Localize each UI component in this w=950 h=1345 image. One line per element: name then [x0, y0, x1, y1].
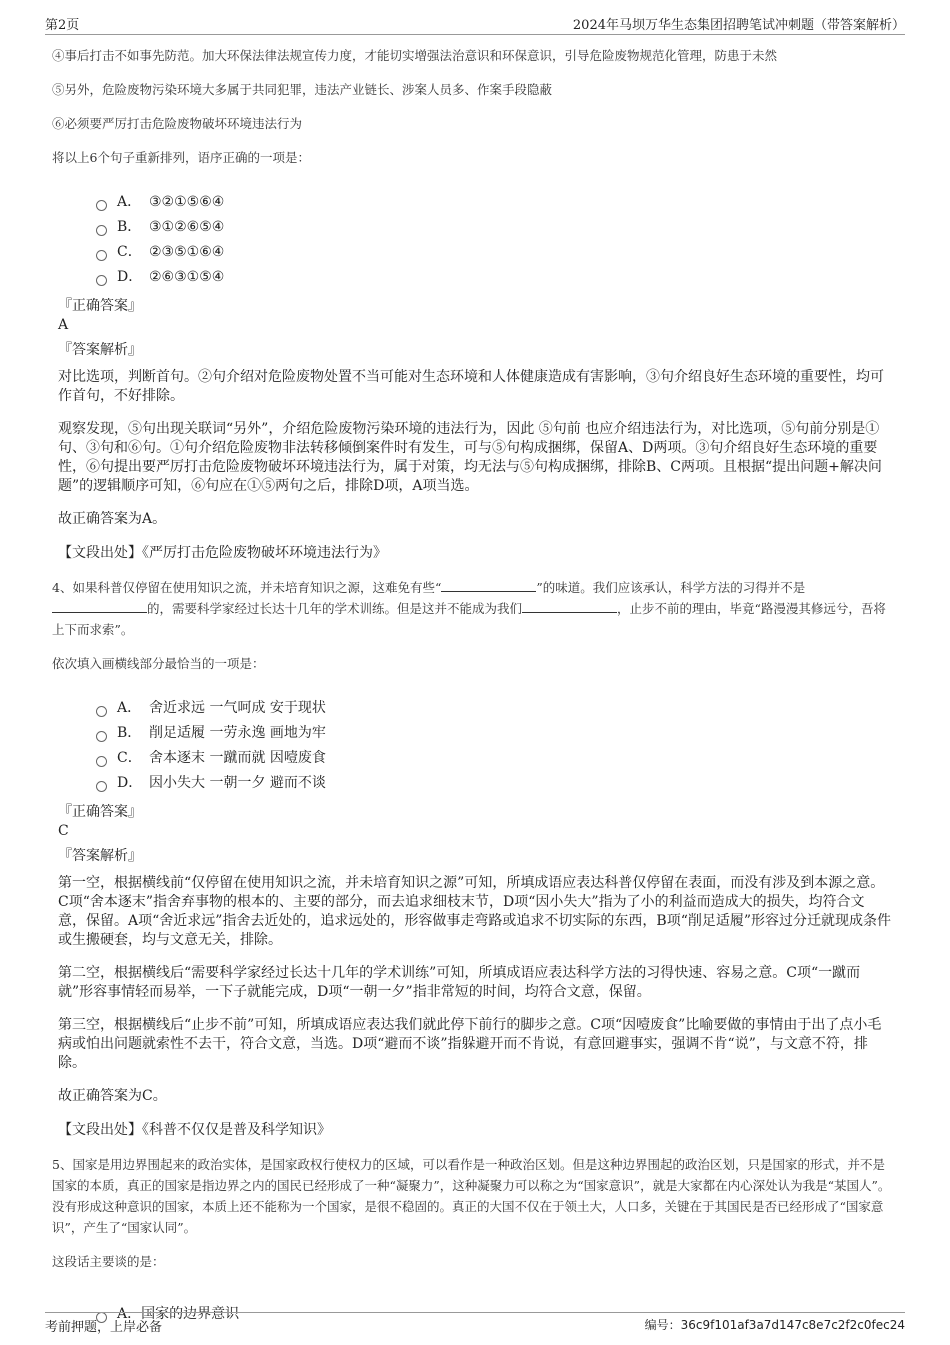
question-prompt: 这段话主要谈的是： — [52, 1254, 165, 1269]
answer-tag: 『正确答案』 — [58, 804, 142, 820]
radio-icon[interactable] — [96, 275, 107, 286]
analysis-paragraph: 对比选项，判断首句。②句介绍对危险废物处置不当可能对生态环境和人体健康造成有害影响，③句介绍良好生态环境的重要性，均可作首句，不好排除。 — [58, 369, 884, 404]
q5-option-a[interactable]: A． 国家的边界意识 — [96, 1302, 892, 1327]
q3-option-c[interactable]: C． ②③⑤①⑥④ — [96, 240, 892, 265]
q4-option-b[interactable]: B． 削足适履 一劳永逸 画地为牢 — [96, 721, 892, 746]
analysis-conclusion: 故正确答案为A。 — [58, 511, 167, 527]
q4-option-d[interactable]: D． 因小失大 一朝一夕 避而不谈 — [96, 771, 892, 796]
sentence-6: ⑥必须要严厉打击危险废物破坏环境违法行为 — [52, 116, 303, 131]
page-content — [52, 46, 892, 1327]
analysis-paragraph: 第二空，根据横线后“需要科学家经过长达十几年的学术训练”可知，所填成语应表达科学方法的习得快速、容易之意。C项“一蹴而就”形容事情轻而易举，一下子就能完成，D项“一朝一夕”指非常短的时间，均符合文意，保留。 — [58, 965, 861, 1000]
question-prompt: 将以上6个句子重新排列，语序正确的一项是： — [52, 150, 310, 165]
document-title: 2024年马坝万华生态集团招聘笔试冲刺题（带答案解析） — [572, 18, 905, 33]
analysis-paragraph: 第三空，根据横线后“止步不前”可知，所填成语应表达我们就此停下前行的脚步之意。C项“因噎废食”比喻要做的事情由于出了点小毛病或怕出问题就索性不去干，符合文意，当选。D项“避而不谈”指躲避开而不肯说，有意回避事实，强调不肯“说”，与文意不符，排除。 — [58, 1017, 882, 1071]
question-prompt: 依次填入画横线部分最恰当的一项是： — [52, 656, 265, 671]
analysis-conclusion: 故正确答案为C。 — [58, 1088, 167, 1104]
analysis-tag: 『答案解析』 — [58, 342, 142, 358]
fill-blank — [441, 578, 536, 592]
fill-blank — [52, 599, 147, 613]
radio-icon[interactable] — [96, 781, 107, 792]
q3-option-a[interactable]: A． ③②①⑤⑥④ — [96, 190, 892, 215]
radio-icon[interactable] — [96, 756, 107, 767]
analysis-paragraph: 观察发现，⑤句出现关联词“另外”，介绍危险废物污染环境的违法行为，因此 ⑤句前 也应介绍违法行为，对比选项，⑤句前分别是①句、③句和⑥句。①句介绍危险废物非法转移倾倒案件时有发生，可与⑤句构成捆绑，保留A、D两项。③句介绍良好生态环境的重要性，⑥句提出要严厉打击危险废物破坏环境违法行为，属于对策，均无法与⑤句构成捆绑，排除B、C两项。且根据“提出问题+解决问题”的逻辑顺序可知，⑥句应在①⑤两句之后，排除D项，A项当选。 — [58, 421, 882, 494]
page-header — [45, 12, 905, 35]
sentence-4: ④事后打击不如事先防范。加大环保法律法规宣传力度，才能切实增强法治意识和环保意识，引导危险废物规范化管理，防患于未然 — [52, 48, 778, 63]
footer-slogan: 考前押题，上岸必备 — [45, 1320, 163, 1335]
q4-option-c[interactable]: C． 舍本逐末 一蹴而就 因噎废食 — [96, 746, 892, 771]
answer-value: A — [58, 317, 69, 333]
q3-answer-block — [58, 296, 892, 563]
fill-blank — [522, 599, 617, 613]
page-footer — [45, 1312, 905, 1335]
q4-answer-block — [58, 802, 892, 1140]
answer-tag: 『正确答案』 — [58, 298, 142, 314]
q4-stem: 4、如果科普仅停留在使用知识之流，并未培育知识之源，这难免有些“ ”的味道。我们应该承认，科学方法的习得并不是的，需要科学家经过长达十几年的学术训练。但是这并不能成为我们 ，止步不前的理由，毕竟“路漫漫其修远兮，吾将上下而求索”。 — [52, 580, 886, 637]
radio-icon[interactable] — [96, 706, 107, 717]
radio-icon[interactable] — [96, 250, 107, 261]
q5-stem: 5、国家是用边界围起来的政治实体，是国家政权行使权力的区域，可以看作是一种政治区划。但是这种边界围起的政治区划，只是国家的形式，并不是国家的本质，真正的国家是指边界之内的国民已经形成了一种“凝聚力”，这种凝聚力可以称之为“国家意识”，就是大家都在内心深处认为我是“某国人”。没有形成这种意识的国家，本质上还不能称为一个国家，是很不稳固的。真正的大国不仅在于领土大，人口多，关键在于其国民是否已经形成了“国家意识”，产生了“国家认同”。 — [52, 1157, 891, 1235]
q3-option-d[interactable]: D． ②⑥③①⑤④ — [96, 265, 892, 290]
document-serial: 编号：36c9f101af3a7d147c8e7c2f2c0fec24 — [644, 1318, 905, 1332]
q3-option-b[interactable]: B． ③①②⑥⑤④ — [96, 215, 892, 240]
source-citation: 【文段出处】《科普不仅仅是普及科学知识》 — [58, 1122, 331, 1138]
q4-option-a[interactable]: A． 舍近求远 一气呵成 安于现状 — [96, 696, 892, 721]
radio-icon[interactable] — [96, 225, 107, 236]
q4-options — [96, 696, 892, 796]
radio-icon[interactable] — [96, 200, 107, 211]
source-citation: 【文段出处】《严厉打击危险废物破坏环境违法行为》 — [58, 545, 387, 561]
q3-options — [96, 190, 892, 290]
analysis-tag: 『答案解析』 — [58, 848, 142, 864]
radio-icon[interactable] — [96, 731, 107, 742]
sentence-5: ⑤另外，危险废物污染环境大多属于共同犯罪，违法产业链长、涉案人员多、作案手段隐蔽 — [52, 82, 553, 97]
page-number: 第2页 — [45, 18, 80, 33]
answer-value: C — [58, 823, 69, 839]
analysis-paragraph: 第一空，根据横线前“仅停留在使用知识之流，并未培育知识之源”可知，所填成语应表达科普仅停留在表面，而没有涉及到本源之意。C项“舍本逐末”指舍弃事物的根本的、主要的部分，而去追求细枝末节，D项“因小失大”指为了小的利益而造成大的损失，均符合文意，保留。A项“舍近求远”指舍去近处的，追求远处的，形容做事走弯路或追求不切实际的东西，B项“削足适履”形容过分迁就现成条件或生搬硬套，均与文意无关，排除。 — [58, 875, 892, 948]
